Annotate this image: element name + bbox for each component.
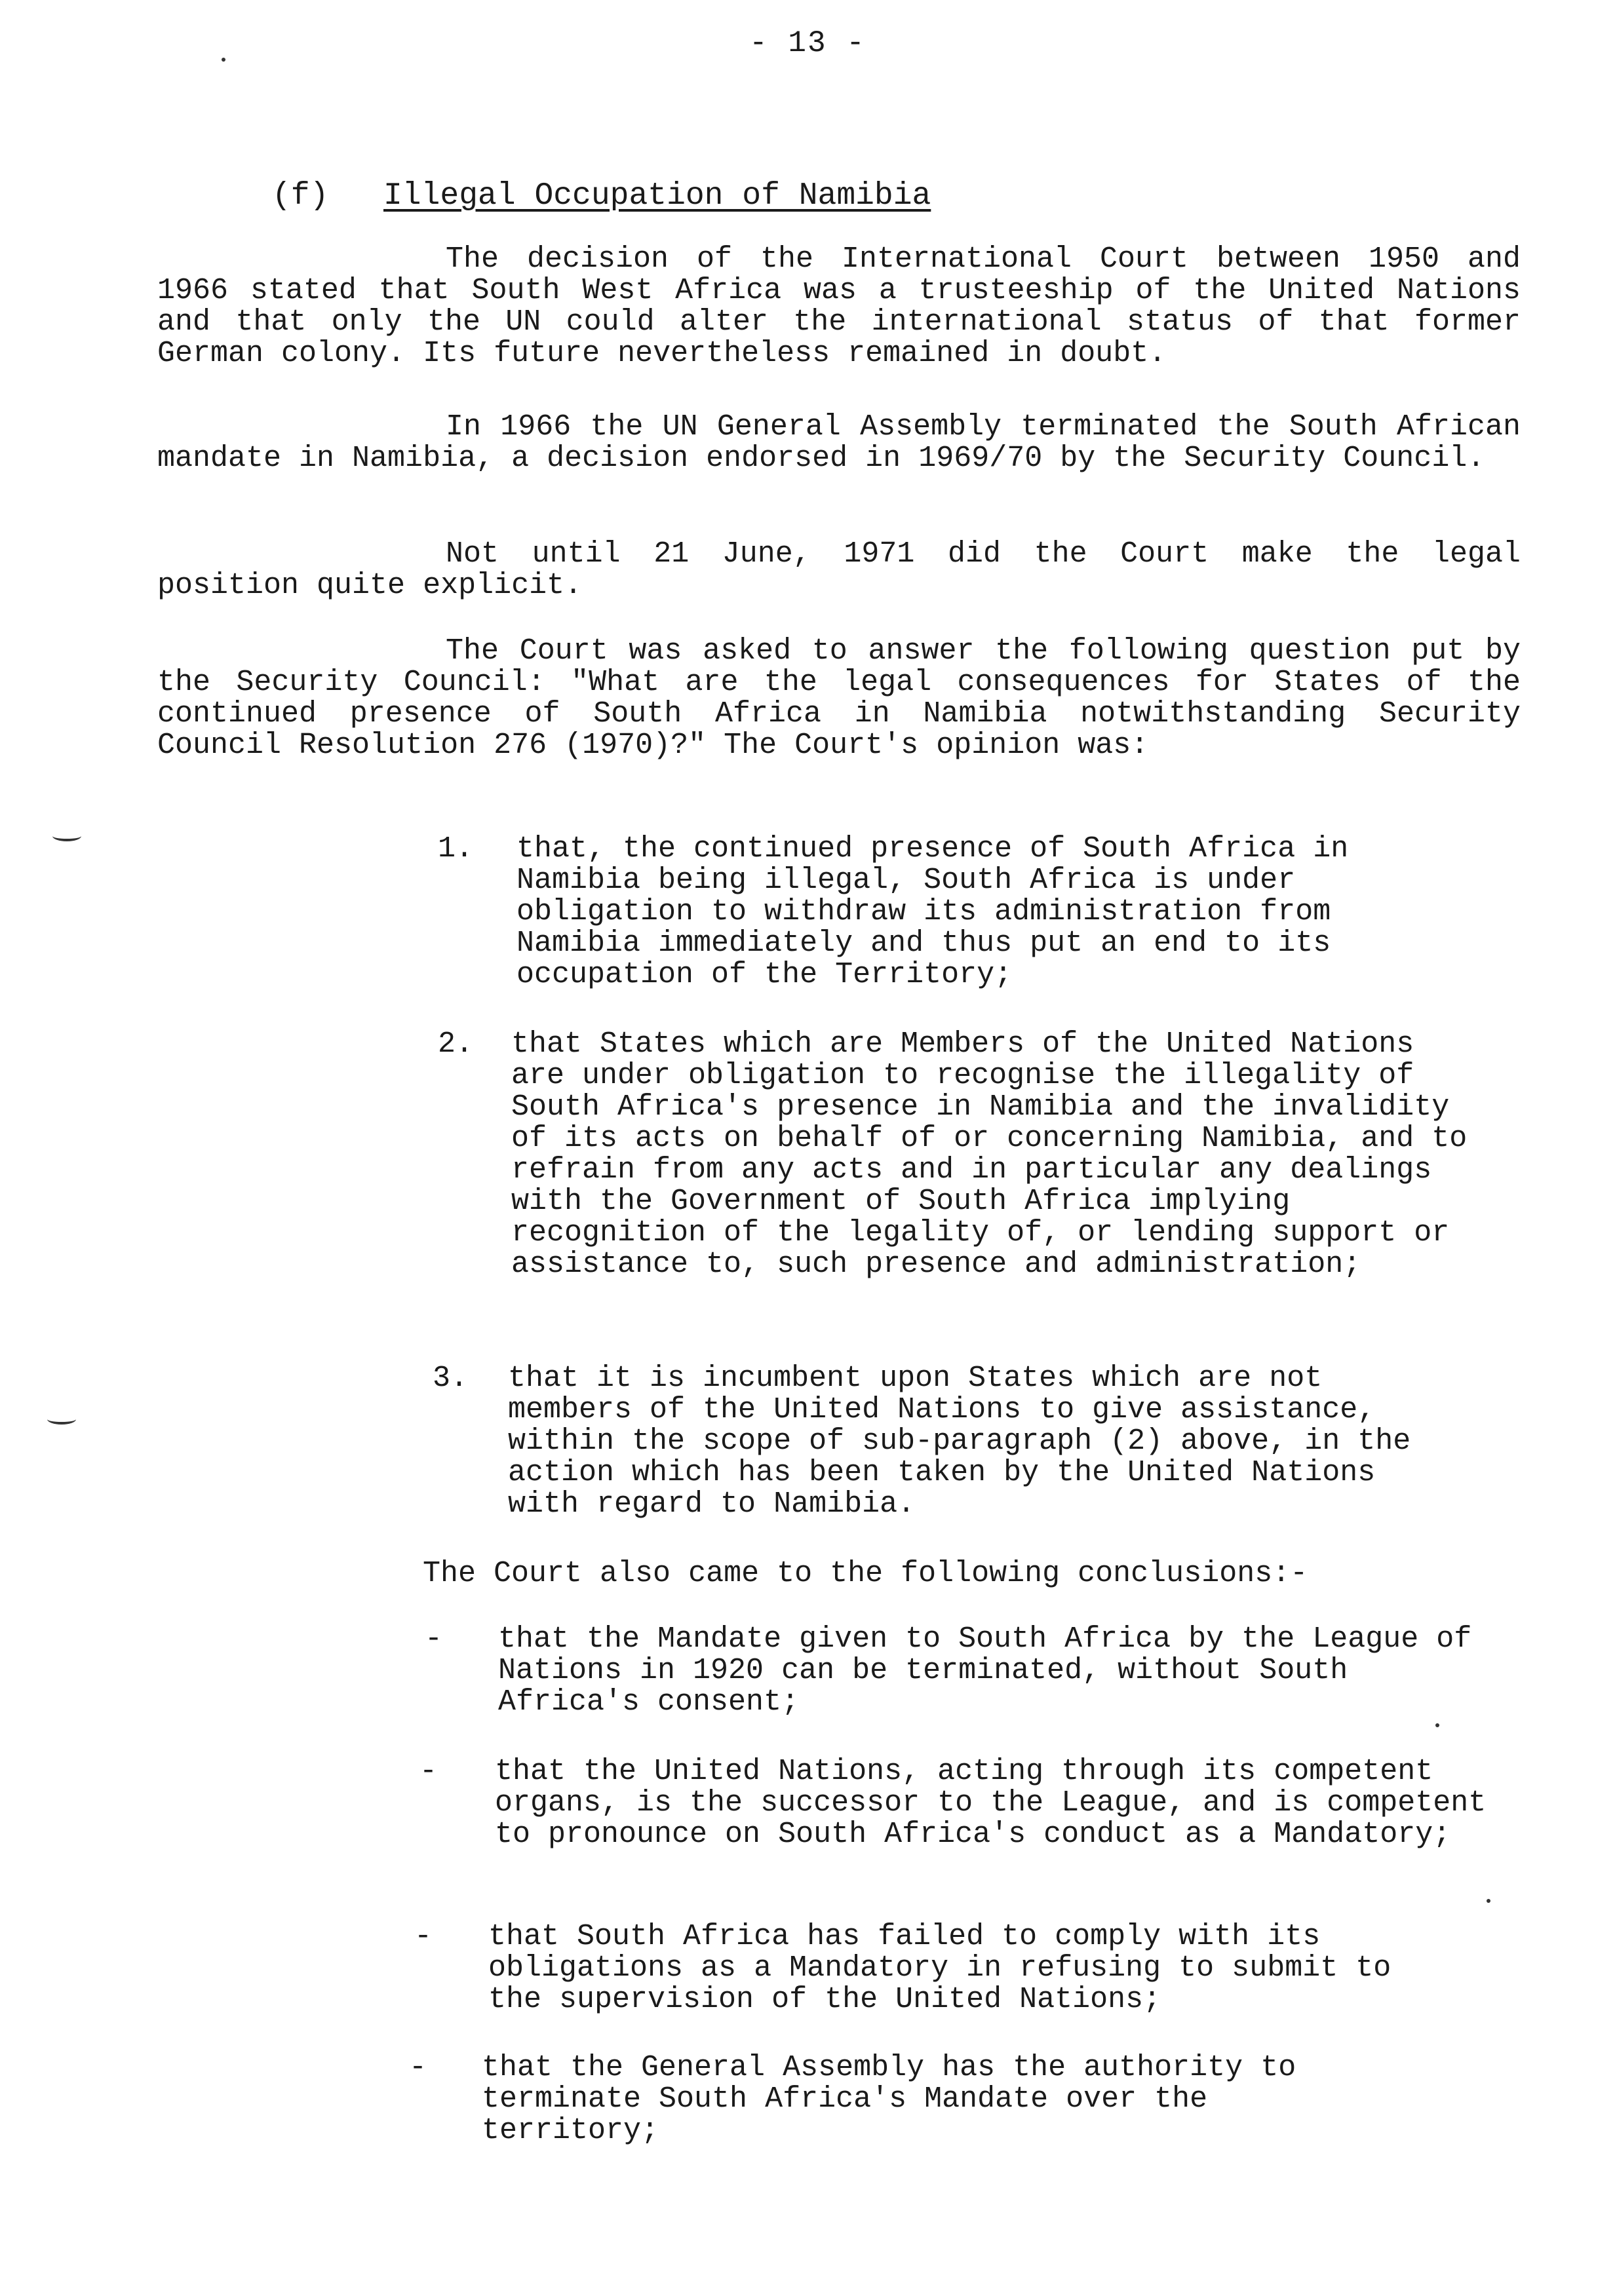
conclusion-bullet: - [419, 1755, 438, 1788]
conclusion-bullet: - [409, 2051, 427, 2084]
conclusion-bullet: - [414, 1920, 433, 1953]
conclusion-item: that the General Assembly has the authority to terminate South Africa's Mandate over the territory; [482, 2051, 1296, 2147]
paragraph-court-decision: The decision of the International Court between 1950 and 1966 stated that South West Africa was a trusteeship of the United Nations and that only the UN could alter the international status of that former German colony. Its future nevertheless remained in doubt. [157, 242, 1521, 370]
conclusion-item: that South Africa has failed to comply with its obligations as a Mandatory in refusing to submit to the supervision of the United Nations; [488, 1920, 1391, 2016]
section-heading [272, 178, 931, 214]
paragraph-legal-position: Not until 21 June, 1971 did the Court make the legal position quite explicit. [157, 537, 1521, 602]
opinion-item-number: 3. [433, 1362, 469, 1395]
section-title: Illegal Occupation of Namibia [383, 178, 931, 214]
opinion-item-number: 2. [438, 1027, 474, 1061]
section-letter: (f) [272, 178, 329, 214]
opinion-item-number: 1. [438, 832, 474, 866]
scan-speck [222, 58, 225, 62]
margin-punch-mark [47, 1414, 76, 1425]
margin-punch-mark [52, 831, 81, 841]
scan-speck [1487, 1899, 1490, 1903]
opinion-item-text: that States which are Members of the United Nations are under obligation to recognise the illegality of South Africa's presence in Namibia and the invalidity of its acts on behalf of or concerning Namibia, and to refrain from any acts and in particular any dealings with the Government of South Africa implying recognition of the legality of, or lending support or assistance to, such presence and administration; [511, 1027, 1468, 1281]
paragraph-security-council-question: The Court was asked to answer the following question put by the Security Council: "What are the legal consequences for States of the continued presence of South Africa in Namibia notwithstanding Security Council Resolution 276 (1970)?" The Court's opinion was: [157, 634, 1521, 762]
conclusions-intro: The Court also came to the following conclusions:- [423, 1557, 1308, 1590]
paragraph-general-assembly: In 1966 the UN General Assembly terminated the South African mandate in Namibia, a decision endorsed in 1969/70 by the Security Council. [157, 410, 1521, 475]
conclusion-bullet: - [425, 1622, 443, 1656]
conclusion-item: that the United Nations, acting through its competent organs, is the successor to the League, and is competent to pronounce on South Africa's conduct as a Mandatory; [495, 1755, 1487, 1851]
opinion-item-text: that it is incumbent upon States which are not members of the United Nations to give assistance, within the scope of sub-paragraph (2) above, in the action which has been taken by the United Nations with regard to Namibia. [508, 1362, 1411, 1521]
conclusion-item: that the Mandate given to South Africa by the League of Nations in 1920 can be terminated, without South Africa's consent; [498, 1622, 1472, 1719]
page-number: - 13 - [749, 26, 866, 60]
opinion-item-text: that, the continued presence of South Africa in Namibia being illegal, South Africa is under obligation to withdraw its administration from Namibia immediately and thus put an end to its occupation of the Territory; [516, 832, 1349, 991]
scan-speck [1435, 1723, 1439, 1727]
